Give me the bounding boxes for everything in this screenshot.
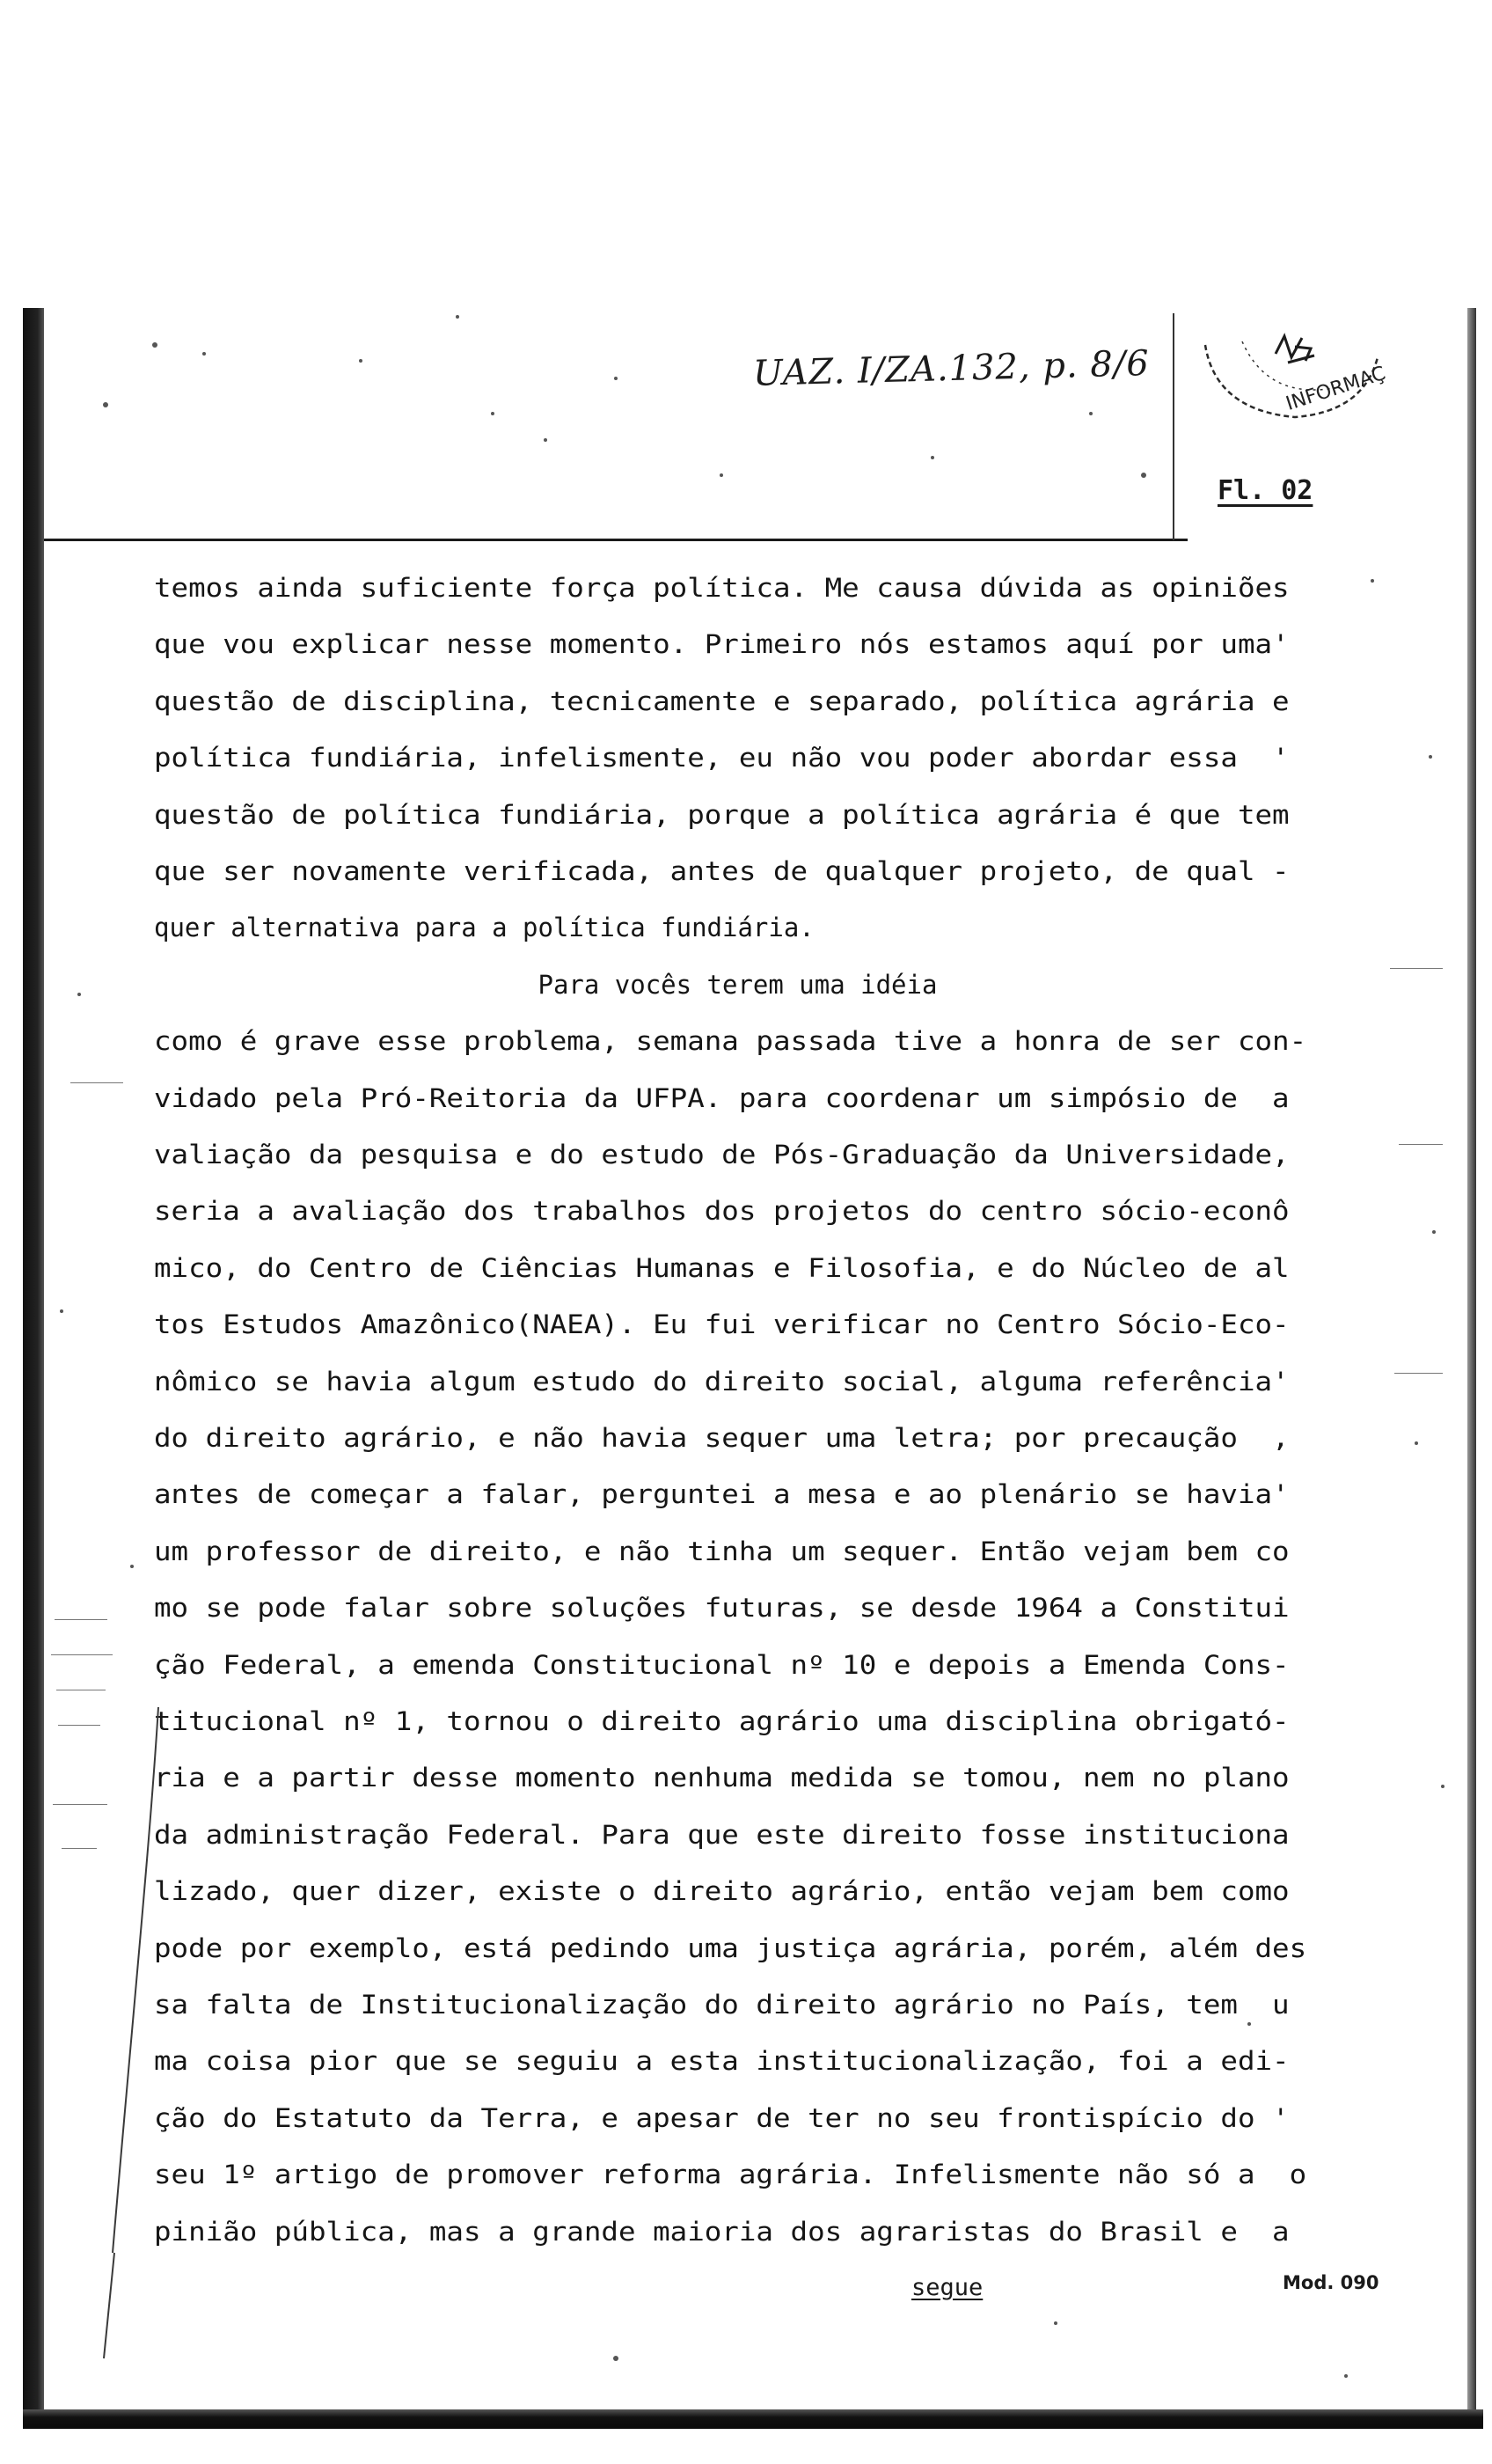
text-line: do direito agrário, e não havia sequer uma letra; por precaução ,	[154, 1423, 1290, 1453]
scan-edge-bottom	[23, 2409, 1483, 2429]
text-line: um professor de direito, e não tinha um sequer. Então vejam bem co	[154, 1536, 1290, 1566]
text-line: tos Estudos Amazônico(NAEA). Eu fui verificar no Centro Sócio-Eco-	[154, 1309, 1290, 1340]
archive-reference: UAZ. I/ZA.132, p. 8/6	[752, 343, 1151, 394]
continuation-note: segue	[911, 2274, 984, 2301]
text-line: valiação da pesquisa e do estudo de Pós-Graduação da Universidade,	[154, 1140, 1290, 1170]
text-line: ção Federal, a emenda Constitucional nº 10 e depois a Emenda Cons-	[154, 1649, 1290, 1680]
form-model-number: Mod. 090	[1283, 2272, 1379, 2293]
text-line: que vou explicar nesse momento. Primeiro nós estamos aquí por uma'	[154, 629, 1290, 660]
text-line: questão de disciplina, tecnicamente e separado, política agrária e	[154, 686, 1290, 716]
text-line: titucional nº 1, tornou o direito agrário uma disciplina obrigató-	[154, 1706, 1290, 1736]
text-line: antes de começar a falar, perguntei a mesa e ao plenário se havia'	[154, 1479, 1290, 1510]
text-line: lizado, quer dizer, existe o direito agrário, então vejam bem como	[154, 1876, 1290, 1907]
folio-number: Fl. 02	[1218, 475, 1313, 506]
text-line: pinião pública, mas a grande maioria dos agraristas do Brasil e a	[154, 2216, 1290, 2247]
text-line: seria a avaliação dos trabalhos dos projetos do centro sócio-econô	[154, 1196, 1290, 1227]
text-line: nômico se havia algum estudo do direito social, alguma referência'	[154, 1366, 1290, 1397]
stamp-label: INFORMAÇ	[1283, 362, 1389, 415]
text-line: como é grave esse problema, semana passada tive a honra de ser con-	[154, 1026, 1307, 1057]
text-line: mo se pode falar sobre soluções futuras, se desde 1964 a Constitui	[154, 1593, 1290, 1624]
text-line: que ser novamente verificada, antes de qualquer projeto, de qual -	[154, 856, 1290, 886]
text-line: Para vocês terem uma idéia	[154, 969, 938, 1000]
text-line: mico, do Centro de Ciências Humanas e Filosofia, e do Núcleo de al	[154, 1252, 1290, 1283]
text-line: ma coisa pior que se seguiu a esta institucionalização, foi a edi-	[154, 2046, 1290, 2077]
scan-edge-right	[1467, 308, 1476, 2424]
text-line: ção do Estatuto da Terra, e apesar de ter no seu frontispício do '	[154, 2102, 1290, 2133]
text-line: política fundiária, infelismente, eu não vou poder abordar essa '	[154, 743, 1290, 774]
text-line: seu 1º artigo de promover reforma agrária. Infelismente não só a o	[154, 2160, 1307, 2190]
text-line: quer alternativa para a política fundiária.	[154, 913, 815, 943]
header-rule	[44, 539, 1188, 541]
text-line: vidado pela Pró-Reitoria da UFPA. para coordenar um simpósio de a	[154, 1082, 1290, 1113]
text-line: da administração Federal. Para que este direito fosse instituciona	[154, 1819, 1290, 1850]
archive-stamp	[1189, 306, 1392, 429]
text-line: sa falta de Institucionalização do direito agrário no País, tem u	[154, 1990, 1290, 2020]
header-divider	[1173, 313, 1174, 540]
text-line: pode por exemplo, está pedindo uma justiça agrária, porém, além des	[154, 1932, 1307, 1963]
scan-edge-left	[23, 308, 44, 2424]
text-line: questão de política fundiária, porque a política agrária é que tem	[154, 799, 1290, 830]
text-line: temos ainda suficiente força política. Me causa dúvida as opiniões	[154, 573, 1290, 603]
text-line: ria e a partir desse momento nenhuma medida se tomou, nem no plano	[154, 1763, 1290, 1793]
